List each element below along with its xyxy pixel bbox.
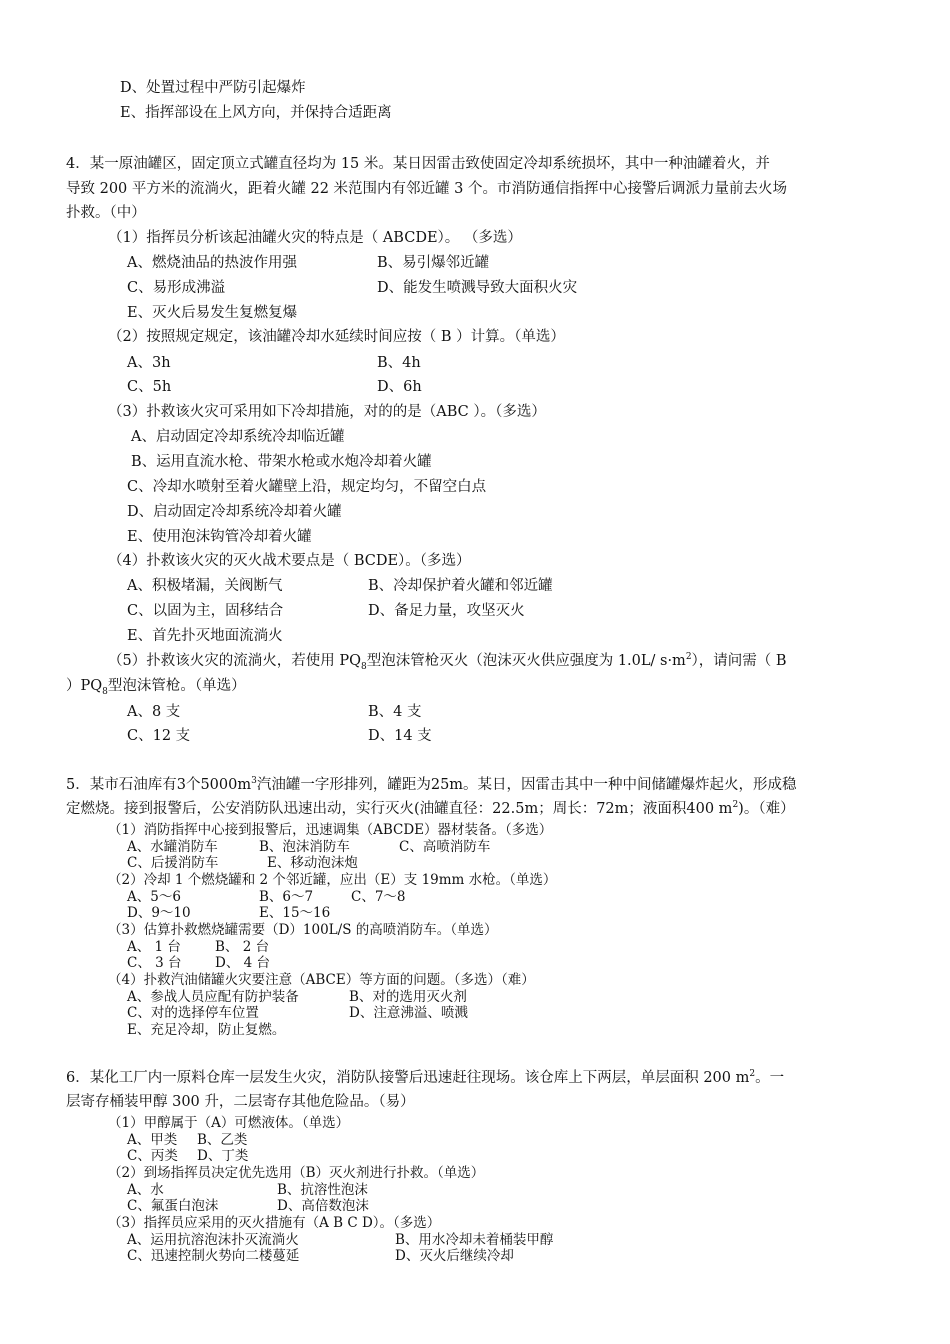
q4-sub5-option-b: B、4 支 xyxy=(368,704,422,720)
q4-sub2-question: （2）按照规定规定，该油罐冷却水延续时间应按（ B ）计算。（单选） xyxy=(108,329,565,345)
q4-stem-line3: 扑救。（中） xyxy=(66,205,146,221)
q4-stem-line2: 导致 200 平方米的流淌火，距着火罐 22 米范围内有邻近罐 3 个。市消防通信指挥中心接警后调派力量前去火场 xyxy=(66,181,788,197)
q5-sub1-options-line1: A、水罐消防车 B、泡沫消防车 C、高喷消防车 xyxy=(127,839,491,855)
q4-sub2-option-d: D、6h xyxy=(377,379,422,395)
q5-sub3-question: （3）估算扑救燃烧罐需要（D）100L/S 的高喷消防车。（单选） xyxy=(108,922,498,938)
q5-sub2-options-line2: D、9～10 E、15～16 xyxy=(127,905,331,921)
q6-sub1-question: （1）甲醇属于（A）可燃液体。（单选） xyxy=(108,1115,350,1131)
q4-sub1-option-b: B、易引爆邻近罐 xyxy=(377,255,490,271)
q4-sub4-option-b: B、冷却保护着火罐和邻近罐 xyxy=(368,578,553,594)
q6-sub1-options-line2: C、丙类 D、丁类 xyxy=(127,1148,249,1164)
q4-stem-line1: 4．某一原油罐区，固定顶立式罐直径均为 15 米。某日因雷击致使固定冷却系统损坏，其中一种油罐着火，并 xyxy=(66,156,770,172)
q4-sub5-option-d: D、14 支 xyxy=(368,728,432,744)
q5-sub1-options-line2: C、后援消防车 E、移动泡沫炮 xyxy=(127,855,358,871)
q6-sub3-question: （3）指挥员应采用的灭火措施有（A B C D）。（多选） xyxy=(108,1215,441,1231)
q5-sub4-question: （4）扑救汽油储罐火灾要注意（ABCE）等方面的问题。（多选）（难） xyxy=(108,972,535,988)
q4-sub4-option-d: D、备足力量，攻坚灭火 xyxy=(368,603,525,619)
q4-sub3-option-e: E、使用泡沫钩管冷却着火罐 xyxy=(127,529,312,545)
q4-sub4-option-e: E、首先扑灭地面流淌火 xyxy=(127,628,283,644)
q5-sub2-options-line1: A、5～6 B、6～7 C、7～8 xyxy=(127,889,406,905)
q4-sub3-option-b: B、运用直流水枪、带架水枪或水炮冷却着火罐 xyxy=(131,454,432,470)
q6-stem-line1: 6．某化工厂内一原料仓库一层发生火灾，消防队接警后迅速赶往现场。该仓库上下两层，单层面积 200 $m^2$。一 xyxy=(66,1069,785,1086)
q5-sub4-options-line1: A、参战人员应配有防护装备 B、对的选用灭火剂 xyxy=(127,989,467,1005)
q5-stem-line1: 5．某市石油库有3个$5000m^3$汽油罐一字形排列，罐距为25m。某日，因雷击其中一种中间储罐爆炸起火，形成稳 xyxy=(66,776,797,793)
q6-sub2-question: （2）到场指挥员决定优先选用（B）灭火剂进行扑救。（单选） xyxy=(108,1165,485,1181)
q5-sub4-options-line2: C、对的选择停车位置 D、注意沸溢、喷溅 xyxy=(127,1005,468,1021)
q3-option-d: D、处置过程中严防引起爆炸 xyxy=(120,80,306,96)
q4-sub3-question: （3）扑救该火灾可采用如下冷却措施，对的的是（ABC ）。（多选） xyxy=(108,404,546,420)
q5-sub3-options-line1: A、 1 台 B、 2 台 xyxy=(127,939,270,955)
q4-sub5-option-a: A、8 支 xyxy=(127,704,181,720)
q5-sub4-options-line3: E、充足冷却，防止复燃。 xyxy=(127,1022,286,1038)
q4-sub5-question: （5）扑救该火灾的流淌火，若使用 $PQ_8$型泡沫管枪灭火（泡沫灭火供应强度为 1.0L/ $s\cdot m^2$），请问需（ B xyxy=(108,652,787,672)
q4-sub4-option-a: A、积极堵漏，关阀断气 xyxy=(127,578,283,594)
q6-sub2-options-line1: A、水 B、抗溶性泡沫 xyxy=(127,1182,368,1198)
q5-sub1-question: （1）消防指挥中心接到报警后，迅速调集（ABCDE）器材装备。（多选） xyxy=(108,822,553,838)
q4-sub1-option-d: D、能发生喷溅导致大面积火灾 xyxy=(377,280,578,296)
q4-sub3-option-a: A、启动固定冷却系统冷却临近罐 xyxy=(131,429,345,445)
q3-option-e: E、指挥部设在上风方向，并保持合适距离 xyxy=(120,105,392,121)
q6-sub1-options-line1: A、甲类 B、乙类 xyxy=(127,1132,248,1148)
q5-sub3-options-line2: C、 3 台 D、 4 台 xyxy=(127,955,270,971)
q4-sub2-option-a: A、3h xyxy=(127,355,171,371)
q4-sub3-option-c: C、冷却水喷射至着火罐壁上沿，规定均匀，不留空白点 xyxy=(127,479,487,495)
q4-sub1-question: （1）指挥员分析该起油罐火灾的特点是（ ABCDE）。 （多选） xyxy=(108,230,522,246)
q6-sub2-options-line2: C、氟蛋白泡沫 D、高倍数泡沫 xyxy=(127,1198,369,1214)
q6-stem-line2: 层寄存桶装甲醇 300 升，二层寄存其他危险品。（易） xyxy=(66,1094,415,1110)
q4-sub1-option-a: A、燃烧油品的热波作用强 xyxy=(127,255,297,271)
q4-sub5-question-line2: ）$PQ_8$型泡沫管枪。（单选） xyxy=(66,678,246,697)
q4-sub4-question: （4）扑救该火灾的灭火战术要点是（ BCDE）。（多选） xyxy=(108,553,471,569)
q6-sub3-options-line2: C、迅速控制火势向二楼蔓延 D、灭火后继续冷却 xyxy=(127,1248,514,1264)
q5-stem-line2: 定燃烧。接到报警后，公安消防队迅速出动，实行灭火(油罐直径：22.5m；周长：72m；液面积400 $m^2$)。（难） xyxy=(66,800,795,817)
q4-sub1-option-c: C、易形成沸溢 xyxy=(127,280,226,296)
q6-sub3-options-line1: A、运用抗溶泡沫扑灭流淌火 B、用水冷却未着桶装甲醇 xyxy=(127,1232,554,1248)
q4-sub2-option-b: B、4h xyxy=(377,355,421,371)
q4-sub2-option-c: C、5h xyxy=(127,379,172,395)
q5-sub2-question: （2）冷却 1 个燃烧罐和 2 个邻近罐，应出（E）支 19mm 水枪。（单选） xyxy=(108,872,557,888)
q4-sub5-option-c: C、12 支 xyxy=(127,728,191,744)
q4-sub3-option-d: D、启动固定冷却系统冷却着火罐 xyxy=(127,504,342,520)
q4-sub4-option-c: C、以固为主，固移结合 xyxy=(127,603,284,619)
q4-sub1-option-e: E、灭火后易发生复燃复爆 xyxy=(127,305,298,321)
